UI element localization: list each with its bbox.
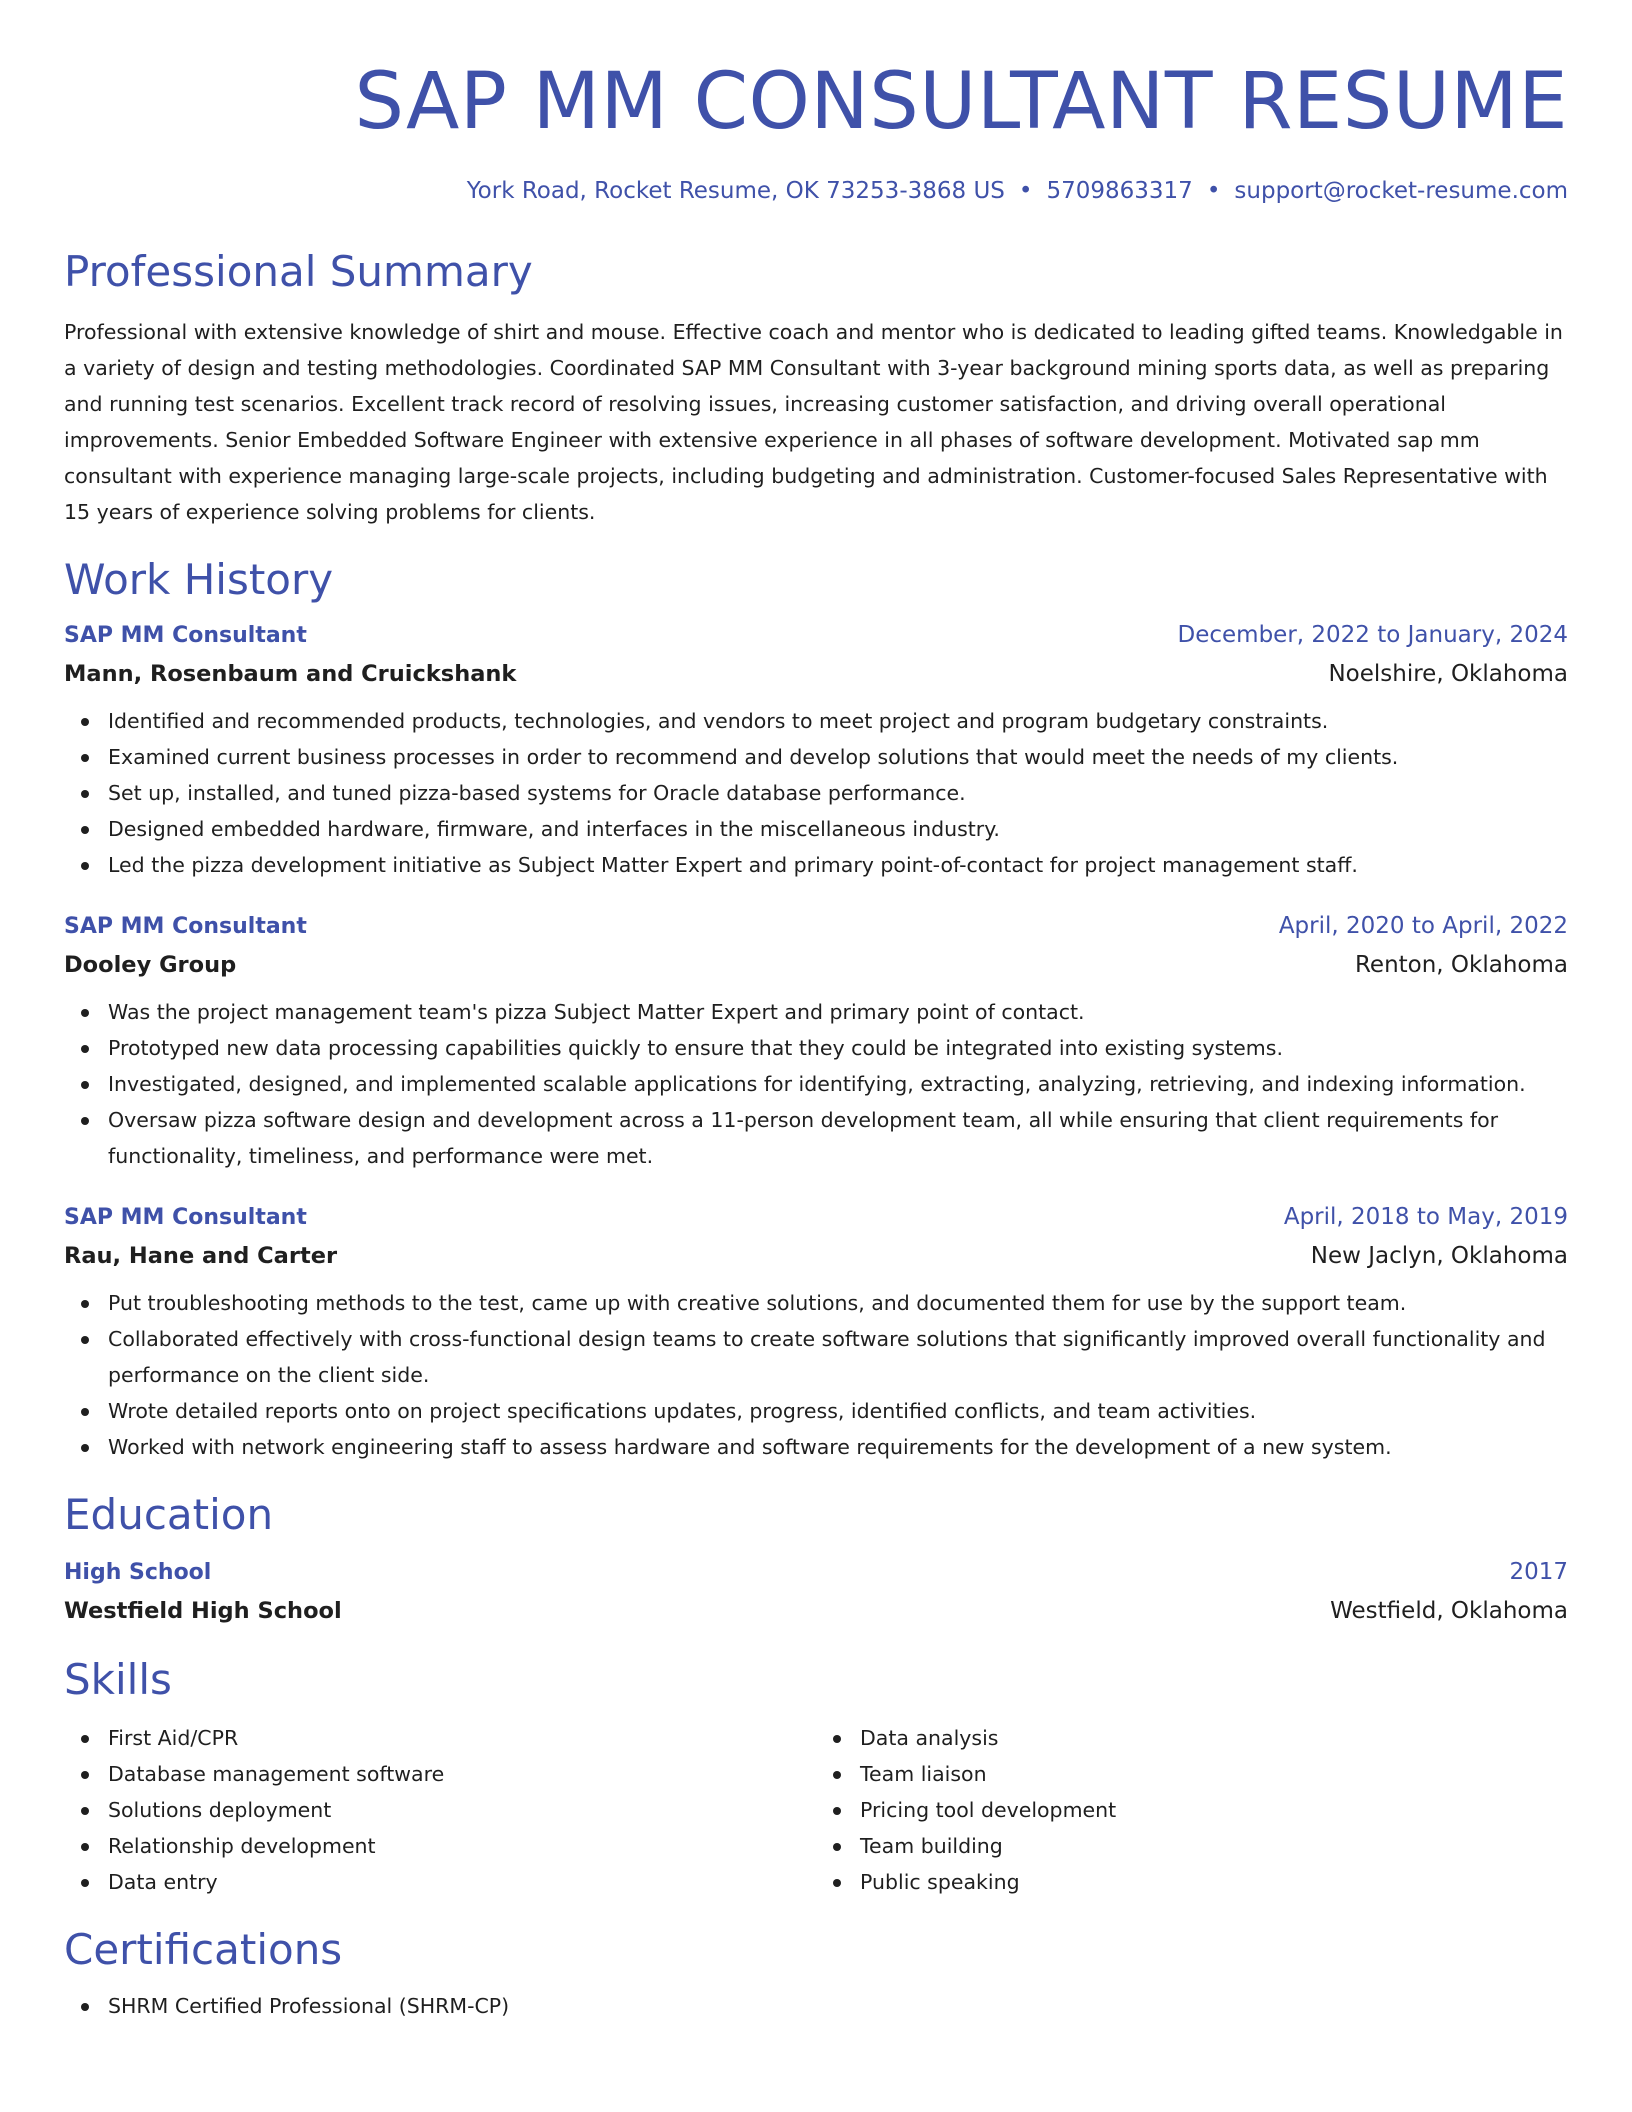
job-bullet: Put troubleshooting methods to the test, came up with creative solutions, and documented them for use by the support team. bbox=[64, 1285, 1568, 1321]
job-company: Dooley Group bbox=[64, 952, 237, 978]
job-dates: December, 2022 to January, 2024 bbox=[1177, 622, 1568, 648]
job-bullet: Investigated, designed, and implemented scalable applications for identifying, extracting, analyzing, retrieving, and indexing information. bbox=[64, 1066, 1568, 1102]
education-location: Westfield, Oklahoma bbox=[1330, 1598, 1568, 1624]
job-role: SAP MM Consultant bbox=[64, 1205, 307, 1230]
job-bullets bbox=[64, 1285, 1568, 1465]
contact-line bbox=[64, 176, 1568, 206]
skill-item: First Aid/CPR bbox=[64, 1720, 816, 1756]
work-history-heading: Work History bbox=[64, 555, 334, 604]
job-location: Renton, Oklahoma bbox=[1354, 952, 1568, 978]
skill-item: Data entry bbox=[64, 1864, 816, 1900]
skills-list bbox=[64, 1720, 1568, 1900]
job-bullet: Worked with network engineering staff to assess hardware and software requirements for the development of a new system. bbox=[64, 1429, 1568, 1465]
job-bullet: Set up, installed, and tuned pizza-based systems for Oracle database performance. bbox=[64, 775, 1568, 811]
job-bullet: Collaborated effectively with cross-functional design teams to create software solutions that significantly improved overall functionality and performance on the client side. bbox=[64, 1321, 1568, 1393]
job-location: Noelshire, Oklahoma bbox=[1328, 661, 1568, 687]
skill-item: Team building bbox=[816, 1828, 1568, 1864]
job-bullet: Led the pizza development initiative as Subject Matter Expert and primary point-of-contact for project management staff. bbox=[64, 847, 1568, 883]
job-company: Mann, Rosenbaum and Cruickshank bbox=[64, 661, 517, 687]
summary-text: Professional with extensive knowledge of shirt and mouse. Effective coach and mentor who is dedicated to leading gifted teams. Knowledgable in a variety of design and testing methodologies. Coordinated SAP MM Consultant with 3-year background mining sports data, as well as preparing and running test scenarios. Excellent track record of resolving issues, increasing customer satisfaction, and driving overall operational improvements. Senior Embedded Software Engineer with extensive experience in all phases of software development. Motivated sap mm consultant with experience managing large-scale projects, including budgeting and administration. Customer-focused Sales Representative with 15 years of experience solving problems for clients. bbox=[64, 320, 1563, 524]
job-dates: April, 2020 to April, 2022 bbox=[1278, 913, 1568, 939]
education-year: 2017 bbox=[1509, 1559, 1568, 1585]
resume-title: SAP MM CONSULTANT RESUME bbox=[354, 57, 1568, 147]
skills-column-left bbox=[64, 1720, 816, 1900]
skill-item: Database management software bbox=[64, 1756, 816, 1792]
skill-item: Solutions deployment bbox=[64, 1792, 816, 1828]
job-bullet: Identified and recommended products, technologies, and vendors to meet project and program budgetary constraints. bbox=[64, 703, 1568, 739]
skill-item: Team liaison bbox=[816, 1756, 1568, 1792]
job-bullet: Examined current business processes in order to recommend and develop solutions that would meet the needs of my clients. bbox=[64, 739, 1568, 775]
job-location: New Jaclyn, Oklahoma bbox=[1310, 1243, 1568, 1269]
contact-separator: • bbox=[1018, 178, 1033, 204]
skills-heading: Skills bbox=[64, 1655, 172, 1704]
skill-item: Data analysis bbox=[816, 1720, 1568, 1756]
job-bullets bbox=[64, 994, 1568, 1174]
job-bullets bbox=[64, 703, 1568, 883]
job-role: SAP MM Consultant bbox=[64, 914, 307, 939]
education-entry bbox=[64, 1553, 1568, 1630]
job-bullet: Oversaw pizza software design and development across a 11-person development team, all while ensuring that client requirements for functionality, timeliness, and performance were met. bbox=[64, 1102, 1568, 1174]
skill-item: Pricing tool development bbox=[816, 1792, 1568, 1828]
skill-item: Relationship development bbox=[64, 1828, 816, 1864]
education-degree: High School bbox=[64, 1560, 212, 1585]
contact-address: York Road, Rocket Resume, OK 73253-3868 US bbox=[466, 178, 1005, 204]
contact-separator: • bbox=[1206, 178, 1221, 204]
contact-phone: 5709863317 bbox=[1046, 178, 1193, 204]
job-entry bbox=[64, 1198, 1568, 1465]
skills-column-right bbox=[816, 1720, 1568, 1900]
contact-email: support@rocket-resume.com bbox=[1234, 178, 1568, 204]
summary-heading: Professional Summary bbox=[64, 247, 533, 296]
job-bullet: Was the project management team's pizza Subject Matter Expert and primary point of contact. bbox=[64, 994, 1568, 1030]
certifications-list bbox=[64, 1988, 1568, 2024]
certifications-heading: Certifications bbox=[64, 1925, 343, 1974]
job-bullet: Wrote detailed reports onto on project specifications updates, progress, identified conflicts, and team activities. bbox=[64, 1393, 1568, 1429]
education-school: Westfield High School bbox=[64, 1598, 342, 1624]
job-bullet: Prototyped new data processing capabilities quickly to ensure that they could be integrated into existing systems. bbox=[64, 1030, 1568, 1066]
job-company: Rau, Hane and Carter bbox=[64, 1243, 338, 1269]
certification-item: SHRM Certified Professional (SHRM-CP) bbox=[64, 1988, 1568, 2024]
job-entry bbox=[64, 907, 1568, 1174]
job-bullet: Designed embedded hardware, firmware, and interfaces in the miscellaneous industry. bbox=[64, 811, 1568, 847]
skill-item: Public speaking bbox=[816, 1864, 1568, 1900]
job-dates: April, 2018 to May, 2019 bbox=[1283, 1204, 1568, 1230]
job-entry bbox=[64, 616, 1568, 883]
job-role: SAP MM Consultant bbox=[64, 623, 307, 648]
education-heading: Education bbox=[64, 1490, 274, 1539]
